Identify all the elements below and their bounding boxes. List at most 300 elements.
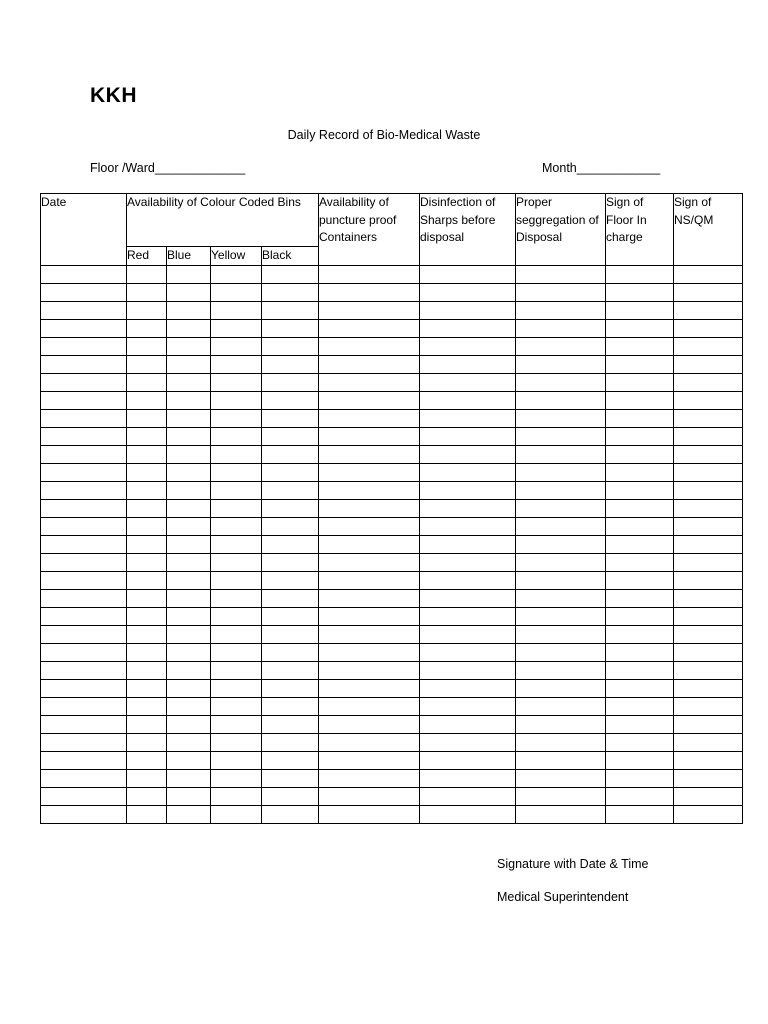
table-cell: [516, 697, 606, 715]
table-cell: [674, 265, 743, 283]
table-cell: [420, 427, 516, 445]
table-cell: [420, 787, 516, 805]
table-cell: [606, 391, 674, 409]
table-cell: [262, 733, 319, 751]
table-cell: [262, 589, 319, 607]
table-cell: [674, 751, 743, 769]
table-cell: [262, 355, 319, 373]
authority-title: Medical Superintendent: [497, 890, 629, 904]
table-cell: [319, 751, 420, 769]
table-cell: [319, 301, 420, 319]
table-cell: [420, 409, 516, 427]
col-puncture-header: Availability of puncture proof Containers: [319, 194, 420, 266]
month-field: Month____________: [542, 161, 661, 175]
table-cell: [606, 265, 674, 283]
table-cell: [420, 499, 516, 517]
table-cell: [674, 445, 743, 463]
table-cell: [319, 265, 420, 283]
table-cell: [606, 553, 674, 571]
table-cell: [516, 301, 606, 319]
table-cell: [420, 283, 516, 301]
table-cell: [41, 427, 127, 445]
table-cell: [606, 319, 674, 337]
floor-ward-field: Floor /Ward_____________: [90, 161, 246, 175]
table-cell: [516, 517, 606, 535]
table-cell: [262, 427, 319, 445]
table-cell: [674, 697, 743, 715]
table-cell: [420, 751, 516, 769]
table-cell: [516, 661, 606, 679]
table-cell: [420, 769, 516, 787]
table-cell: [516, 499, 606, 517]
table-cell: [41, 607, 127, 625]
table-row: [41, 481, 743, 499]
table-cell: [262, 607, 319, 625]
table-cell: [211, 589, 262, 607]
table-cell: [262, 553, 319, 571]
table-cell: [127, 733, 167, 751]
col-segregation-header: Proper seggregation of Disposal: [516, 194, 606, 266]
table-cell: [41, 409, 127, 427]
table-cell: [516, 481, 606, 499]
table-cell: [606, 499, 674, 517]
table-row: [41, 319, 743, 337]
bin-blue-header: Blue: [167, 247, 211, 266]
table-cell: [516, 571, 606, 589]
table-cell: [211, 697, 262, 715]
table-cell: [127, 337, 167, 355]
table-cell: [211, 355, 262, 373]
table-cell: [674, 553, 743, 571]
table-cell: [167, 535, 211, 553]
table-cell: [127, 373, 167, 391]
table-cell: [606, 337, 674, 355]
table-cell: [127, 445, 167, 463]
table-cell: [41, 751, 127, 769]
table-cell: [420, 337, 516, 355]
table-row: [41, 337, 743, 355]
table-cell: [319, 553, 420, 571]
table-cell: [211, 427, 262, 445]
table-cell: [127, 391, 167, 409]
table-row: [41, 535, 743, 553]
table-cell: [41, 769, 127, 787]
table-cell: [319, 571, 420, 589]
table-cell: [41, 625, 127, 643]
table-cell: [41, 499, 127, 517]
table-cell: [420, 715, 516, 733]
table-row: [41, 463, 743, 481]
table-cell: [211, 643, 262, 661]
table-cell: [606, 427, 674, 445]
table-row: [41, 355, 743, 373]
table-cell: [674, 481, 743, 499]
col-ns-sign-header: Sign of NS/QM: [674, 194, 743, 266]
table-cell: [319, 733, 420, 751]
signature-line: Signature with Date & Time: [497, 857, 649, 871]
table-cell: [606, 643, 674, 661]
table-cell: [167, 733, 211, 751]
table-cell: [319, 427, 420, 445]
table-row: [41, 553, 743, 571]
table-cell: [606, 607, 674, 625]
table-row: [41, 679, 743, 697]
table-cell: [262, 679, 319, 697]
table-cell: [674, 643, 743, 661]
table-row: [41, 625, 743, 643]
table-row: [41, 265, 743, 283]
table-cell: [41, 301, 127, 319]
table-cell: [127, 553, 167, 571]
table-cell: [674, 607, 743, 625]
table-cell: [167, 319, 211, 337]
table-cell: [262, 535, 319, 553]
table-cell: [127, 265, 167, 283]
table-cell: [262, 805, 319, 823]
table-cell: [167, 643, 211, 661]
table-cell: [127, 463, 167, 481]
table-cell: [211, 283, 262, 301]
table-cell: [127, 769, 167, 787]
table-cell: [262, 337, 319, 355]
table-cell: [606, 625, 674, 643]
table-cell: [41, 643, 127, 661]
table-cell: [41, 553, 127, 571]
table-row: [41, 301, 743, 319]
table-cell: [167, 769, 211, 787]
table-cell: [127, 409, 167, 427]
table-cell: [606, 481, 674, 499]
table-cell: [606, 409, 674, 427]
table-cell: [516, 643, 606, 661]
table-cell: [420, 391, 516, 409]
table-cell: [127, 715, 167, 733]
table-cell: [127, 535, 167, 553]
table-cell: [41, 589, 127, 607]
table-cell: [674, 463, 743, 481]
table-row: [41, 787, 743, 805]
table-cell: [319, 787, 420, 805]
table-cell: [319, 661, 420, 679]
table-cell: [420, 553, 516, 571]
table-cell: [127, 355, 167, 373]
col-disinfection-header: Disinfection of Sharps before disposal: [420, 194, 516, 266]
table-cell: [420, 301, 516, 319]
table-cell: [420, 265, 516, 283]
table-cell: [41, 733, 127, 751]
table-cell: [516, 535, 606, 553]
table-cell: [41, 373, 127, 391]
table-cell: [262, 463, 319, 481]
table-cell: [516, 589, 606, 607]
table-cell: [262, 715, 319, 733]
table-cell: [127, 481, 167, 499]
table-cell: [516, 769, 606, 787]
table-cell: [211, 535, 262, 553]
table-cell: [211, 337, 262, 355]
table-cell: [674, 787, 743, 805]
table-cell: [41, 391, 127, 409]
table-cell: [127, 499, 167, 517]
table-cell: [41, 283, 127, 301]
table-cell: [167, 517, 211, 535]
table-cell: [262, 409, 319, 427]
table-cell: [41, 697, 127, 715]
table-cell: [167, 607, 211, 625]
table-cell: [606, 679, 674, 697]
table-cell: [211, 625, 262, 643]
table-row: [41, 589, 743, 607]
table-cell: [127, 283, 167, 301]
table-cell: [319, 697, 420, 715]
table-cell: [516, 805, 606, 823]
table-cell: [41, 481, 127, 499]
table-cell: [420, 625, 516, 643]
table-cell: [516, 715, 606, 733]
table-cell: [211, 463, 262, 481]
table-cell: [262, 661, 319, 679]
table-cell: [516, 751, 606, 769]
table-cell: [606, 805, 674, 823]
table-cell: [674, 337, 743, 355]
table-cell: [319, 283, 420, 301]
table-cell: [211, 301, 262, 319]
table-cell: [167, 391, 211, 409]
table-cell: [516, 625, 606, 643]
table-row: [41, 409, 743, 427]
table-cell: [211, 391, 262, 409]
table-cell: [41, 337, 127, 355]
table-cell: [167, 265, 211, 283]
table-cell: [674, 733, 743, 751]
table-cell: [211, 787, 262, 805]
table-cell: [674, 589, 743, 607]
table-cell: [211, 319, 262, 337]
table-cell: [262, 391, 319, 409]
table-row: [41, 715, 743, 733]
table-cell: [211, 571, 262, 589]
table-cell: [211, 751, 262, 769]
table-cell: [127, 787, 167, 805]
table-cell: [262, 643, 319, 661]
table-row: [41, 283, 743, 301]
table-cell: [674, 301, 743, 319]
table-cell: [420, 679, 516, 697]
table-cell: [127, 589, 167, 607]
table-cell: [41, 319, 127, 337]
table-cell: [127, 517, 167, 535]
table-cell: [262, 499, 319, 517]
table-cell: [127, 319, 167, 337]
table-row: [41, 805, 743, 823]
table-cell: [167, 679, 211, 697]
table-cell: [319, 535, 420, 553]
table-cell: [167, 805, 211, 823]
table-row: [41, 571, 743, 589]
table-cell: [211, 733, 262, 751]
table-cell: [319, 607, 420, 625]
table-cell: [127, 697, 167, 715]
table-cell: [420, 661, 516, 679]
table-cell: [41, 355, 127, 373]
table-cell: [420, 463, 516, 481]
bin-black-header: Black: [262, 247, 319, 266]
table-cell: [167, 337, 211, 355]
table-cell: [167, 355, 211, 373]
table-cell: [211, 373, 262, 391]
table-cell: [41, 715, 127, 733]
table-cell: [127, 427, 167, 445]
table-cell: [516, 679, 606, 697]
table-cell: [167, 715, 211, 733]
table-cell: [319, 715, 420, 733]
table-cell: [674, 373, 743, 391]
table-cell: [127, 625, 167, 643]
table-cell: [211, 553, 262, 571]
table-cell: [606, 769, 674, 787]
table-cell: [516, 427, 606, 445]
table-cell: [319, 463, 420, 481]
table-cell: [41, 787, 127, 805]
table-cell: [420, 643, 516, 661]
table-cell: [420, 355, 516, 373]
table-cell: [420, 535, 516, 553]
table-cell: [319, 625, 420, 643]
table-cell: [420, 607, 516, 625]
table-cell: [420, 481, 516, 499]
table-cell: [674, 499, 743, 517]
table-cell: [262, 625, 319, 643]
table-cell: [127, 661, 167, 679]
table-cell: [262, 751, 319, 769]
col-bins-header: Availability of Colour Coded Bins: [127, 194, 319, 247]
table-cell: [420, 733, 516, 751]
table-cell: [167, 697, 211, 715]
table-cell: [127, 643, 167, 661]
table-row: [41, 499, 743, 517]
table-cell: [167, 787, 211, 805]
table-cell: [262, 265, 319, 283]
table-cell: [606, 661, 674, 679]
table-cell: [41, 571, 127, 589]
table-cell: [262, 319, 319, 337]
table-cell: [674, 715, 743, 733]
table-cell: [420, 697, 516, 715]
table-cell: [606, 787, 674, 805]
waste-record-table: [40, 193, 743, 824]
table-cell: [516, 265, 606, 283]
table-cell: [674, 391, 743, 409]
table-cell: [606, 355, 674, 373]
table-row: [41, 751, 743, 769]
table-cell: [41, 661, 127, 679]
table-row: [41, 427, 743, 445]
table-cell: [319, 805, 420, 823]
table-cell: [167, 409, 211, 427]
table-cell: [606, 463, 674, 481]
col-floor-sign-header: Sign of Floor In charge: [606, 194, 674, 266]
table-cell: [262, 481, 319, 499]
table-cell: [420, 517, 516, 535]
table-cell: [127, 751, 167, 769]
table-cell: [262, 517, 319, 535]
table-cell: [211, 607, 262, 625]
table-cell: [319, 517, 420, 535]
table-cell: [262, 373, 319, 391]
table-cell: [167, 445, 211, 463]
table-cell: [211, 679, 262, 697]
table-cell: [674, 409, 743, 427]
table-cell: [211, 769, 262, 787]
table-cell: [41, 805, 127, 823]
table-cell: [606, 733, 674, 751]
table-cell: [41, 679, 127, 697]
table-cell: [606, 697, 674, 715]
table-cell: [319, 499, 420, 517]
table-cell: [420, 373, 516, 391]
table-cell: [211, 661, 262, 679]
table-cell: [167, 301, 211, 319]
table-row: [41, 661, 743, 679]
table-cell: [167, 499, 211, 517]
table-row: [41, 733, 743, 751]
table-cell: [41, 517, 127, 535]
table-cell: [516, 787, 606, 805]
table-row: [41, 517, 743, 535]
table-row: [41, 697, 743, 715]
table-cell: [319, 319, 420, 337]
table-cell: [420, 571, 516, 589]
table-cell: [319, 589, 420, 607]
table-cell: [127, 805, 167, 823]
table-cell: [167, 661, 211, 679]
table-cell: [674, 769, 743, 787]
table-cell: [674, 517, 743, 535]
table-cell: [167, 571, 211, 589]
table-cell: [127, 571, 167, 589]
bin-yellow-header: Yellow: [211, 247, 262, 266]
table-cell: [319, 391, 420, 409]
table-cell: [516, 283, 606, 301]
table-cell: [211, 409, 262, 427]
table-cell: [319, 373, 420, 391]
table-row: [41, 607, 743, 625]
document-title: Daily Record of Bio-Medical Waste: [287, 128, 481, 142]
table-cell: [319, 643, 420, 661]
table-cell: [319, 355, 420, 373]
table-cell: [606, 445, 674, 463]
table-cell: [420, 589, 516, 607]
table-cell: [516, 733, 606, 751]
organization-name: KKH: [90, 84, 137, 107]
table-cell: [606, 301, 674, 319]
table-cell: [167, 751, 211, 769]
table-cell: [674, 679, 743, 697]
table-cell: [319, 481, 420, 499]
table-cell: [606, 517, 674, 535]
table-cell: [319, 337, 420, 355]
table-cell: [167, 481, 211, 499]
table-cell: [262, 445, 319, 463]
table-cell: [211, 499, 262, 517]
table-cell: [606, 715, 674, 733]
table-cell: [41, 463, 127, 481]
table-cell: [516, 445, 606, 463]
table-cell: [516, 463, 606, 481]
table-cell: [211, 481, 262, 499]
table-cell: [606, 589, 674, 607]
table-cell: [516, 553, 606, 571]
